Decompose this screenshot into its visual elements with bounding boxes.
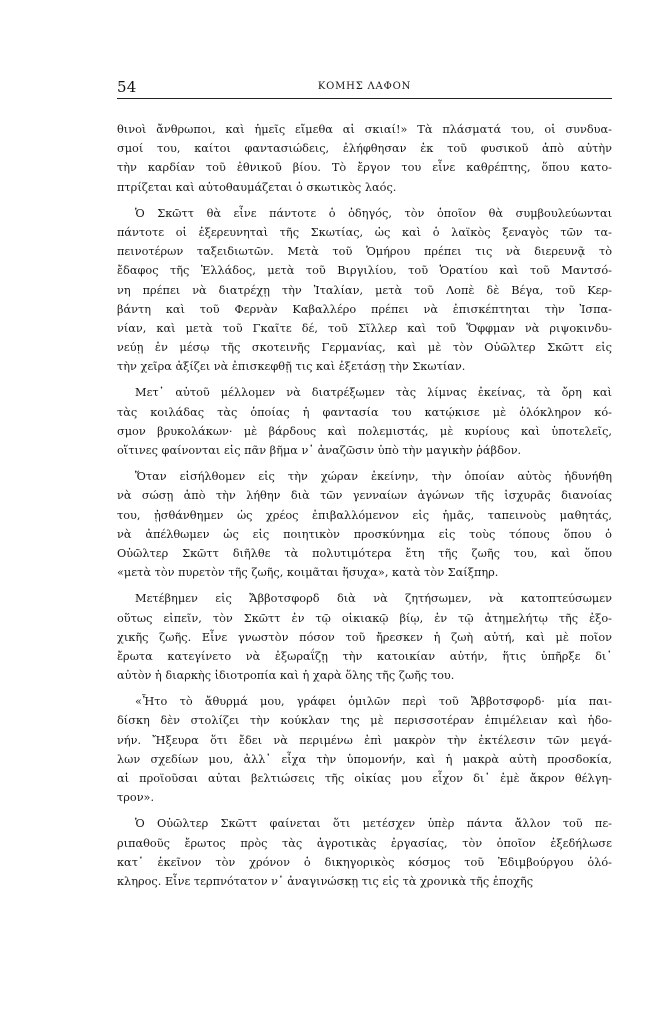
paragraph-gap — [117, 197, 612, 204]
text-line: τὴν χεῖρα ἀξίζει νὰ ἐπισκεφθῇ τις καὶ ἐξετάσῃ τὴν Σκωτίαν. — [117, 360, 466, 374]
paragraph-gap — [117, 582, 612, 589]
text-line: ἔρωτα κατεγίνετο νὰ ἐξωραΐζῃ τὴν κατοικίαν αὐτήν, ἥτις ὑπῆρξε δι᾿ — [117, 649, 612, 663]
text-line: «Ἦτο τὸ ἄθυρμά μου, γράφει ὁμιλῶν περὶ τοῦ Ἄββοτσφορδ· μία παι- — [135, 695, 612, 709]
paragraph-gap — [117, 460, 612, 467]
text-line: ριπαθοῦς ἔρωτος πρὸς τὰς ἀγροτικὰς ἐργασίας, τὸν ὁποῖον ἐξεδήλωσε — [117, 836, 612, 850]
text-line: Ὁ Οὐῶλτερ Σκῶττ φαίνεται ὅτι μετέσχεν ὑπὲρ πάντα ἄλλον τοῦ πε- — [135, 817, 612, 831]
text-line: νὰ ἀπέλθωμεν ὡς εἰς ποιητικὸν προσκύνημα εἰς τοὺς τόπους ὅπου ὁ — [117, 527, 612, 541]
text-line: θινοὶ ἄνθρωποι, καὶ ἡμεῖς εἴμεθα αἱ σκιαί!» Τὰ πλάσματά του, οἱ συνδυα- — [117, 123, 612, 136]
text-line: τὴν καρδίαν τοῦ ἐθνικοῦ βίου. Τὸ ἔργον του εἶνε καθρέπτης, ὅπου κατο- — [117, 161, 612, 175]
paragraph — [117, 204, 612, 377]
text-line: τὰς κοιλάδας τὰς ὁποίας ἡ φαντασία του κατῴκισε μὲ ὁλόκληρον κό- — [117, 405, 612, 419]
paragraph-gap — [117, 807, 612, 814]
text-line: οὕτως εἰπεῖν, τὸν Σκῶττ ἐν τῷ οἰκιακῷ βίῳ, ἐν τῷ ἀτημελήτῳ τῆς ἐξο- — [117, 611, 612, 625]
text-line: δίσκη δὲν στολίζει τὴν κούκλαν της μὲ περισσοτέραν ἐπιμέλειαν καὶ ἡδο- — [117, 714, 612, 728]
text-line: λων σχεδίων μου, ἀλλ᾿ εἶχα τὴν ὑπομονήν, καὶ ἡ μακρὰ αὐτὴ προσδοκία, — [117, 752, 612, 766]
text-line: σμον βρυκολάκων· μὲ βάρδους καὶ πολεμιστάς, μὲ κυρίους καὶ ὑποτελεῖς, — [117, 424, 612, 438]
paragraph — [117, 692, 612, 807]
text-line: σμοί του, καίτοι φαντασιώδεις, ἐλήφθησαν ἐκ τοῦ φυσικοῦ ἀπὸ αὐτὴν — [117, 142, 612, 156]
text-line: του, ᾐσθάνθημεν ὡς χρέος ἐπιβαλλόμενον εἰς ἡμᾶς, ταπεινοὺς μαθητάς, — [117, 508, 612, 522]
text-line: «μετὰ τὸν πυρετὸν τῆς ζωῆς, κοιμᾶται ἥσυχα», κατὰ τὸν Σαίξπηρ. — [117, 566, 499, 580]
text-line: πεινοτέρων ταξειδιωτῶν. Μετὰ τοῦ Ὁμήρου πρέπει τις νὰ διερευνᾷ τὸ — [117, 245, 612, 259]
text-line: Ὅταν εἰσήλθομεν εἰς τὴν χώραν ἐκείνην, τὴν ὁποίαν αὐτὸς ἠδυνήθη — [135, 470, 612, 484]
paragraph-gap — [117, 376, 612, 383]
text-line: Οὐῶλτερ Σκῶττ διῆλθε τὰ πολυτιμότερα ἔτη τῆς ζωῆς του, καὶ ὅπου — [117, 546, 612, 560]
text-line: βάντη καὶ τοῦ Φερνὰν Καβαλλέρο πρέπει νὰ ἐπισκέπτηται τὴν Ἰσπα- — [117, 302, 612, 316]
text-line: τρον». — [117, 791, 155, 805]
text-line: νήν. Ἤξευρα ὅτι ἔδει νὰ περιμένω ἐπὶ μακρὸν τὴν ἐκτέλεσιν τῶν μεγά- — [117, 733, 612, 747]
body-text — [117, 120, 612, 891]
text-line: νὰ σώσῃ ἀπὸ τὴν λήθην διὰ τῶν γενναίων ἀγώνων τῆς ἰσχυρᾶς διανοίας — [117, 489, 612, 503]
text-line: Ὁ Σκῶττ θὰ εἶνε πάντοτε ὁ ὁδηγός, τὸν ὁποῖον θὰ συμβουλεύωνται — [135, 206, 612, 220]
text-line: πτρίζεται καὶ αὐτοθαυμάζεται ὁ σκωτικὸς λαός. — [117, 180, 397, 194]
text-line: οἵτινες φαίνονται εἰς πᾶν βῆμα ν᾿ ἀναζῶσιν ὑπὸ τὴν μαγικὴν ῥάβδον. — [117, 444, 522, 457]
text-line: κατ᾿ ἐκεῖνον τὸν χρόνον ὁ δικηγορικὸς κόσμος τοῦ Ἐδιμβούργου ὁλό- — [117, 855, 612, 869]
text-line: Μετ᾿ αὐτοῦ μέλλομεν νὰ διατρέξωμεν τὰς λίμνας ἐκείνας, τὰ ὄρη καὶ — [135, 386, 612, 400]
paragraph — [117, 467, 612, 582]
paragraph — [117, 120, 612, 197]
text-line: νη πρέπει νὰ διατρέχῃ τὴν Ἰταλίαν, μετὰ τοῦ Λοπὲ δὲ Βέγα, τοῦ Κερ- — [117, 283, 612, 297]
paragraph-gap — [117, 685, 612, 692]
text-line: κληρος. Εἶνε τερπνότατον ν᾿ ἀναγινώσκῃ τις εἰς τὰ χρονικὰ τῆς ἐποχῆς — [117, 874, 534, 888]
text-line: νεύῃ ἐν μέσῳ τῆς σκοτεινῆς Γερμανίας, καὶ μὲ τὸν Οὐῶλτερ Σκῶττ εἰς — [117, 341, 612, 355]
paragraph — [117, 383, 612, 460]
running-title: ΚΟΜΗΣ ΛΑΦΟΝ — [317, 81, 412, 92]
text-line: πάντοτε οἱ ἐξερευνηταὶ τῆς Σκωτίας, ὡς καὶ ὁ λαϊκὸς ξεναγὸς τῶν τα- — [117, 225, 612, 239]
text-line: νίαν, καὶ μετὰ τοῦ Γκαῖτε δέ, τοῦ Σῖλλερ καὶ τοῦ Ὅφφμαν νὰ ριψοκινδυ- — [117, 321, 612, 335]
text-line: Μετέβημεν εἰς Ἄββοτσφορδ διὰ νὰ ζητήσωμεν, νὰ κατοπτεύσωμεν — [135, 592, 612, 606]
paragraph — [117, 814, 612, 891]
page-header — [117, 80, 612, 99]
page-number: 54 — [117, 78, 137, 96]
text-line: αὐτὸν ἡ διαρκὴς ἰδιοτροπία καὶ ἡ χαρὰ ὅλης τῆς ζωῆς του. — [117, 669, 455, 683]
text-line: χικῆς ζωῆς. Εἶνε γνωστὸν πόσον τοῦ ἤρεσκεν ἡ ζωὴ αὐτή, καὶ μὲ ποῖον — [117, 630, 612, 644]
text-line: ἔδαφος τῆς Ἑλλάδος, μετὰ τοῦ Βιργιλίου, τοῦ Ὁρατίου καὶ τοῦ Μαντσό- — [117, 264, 612, 278]
paragraph — [117, 589, 612, 685]
text-line: αἱ προϊοῦσαι αὐται βελτιώσεις τῆς οἰκίας μου εἶχον δι᾿ ἐμὲ ἄκρον θέλγη- — [117, 772, 612, 785]
